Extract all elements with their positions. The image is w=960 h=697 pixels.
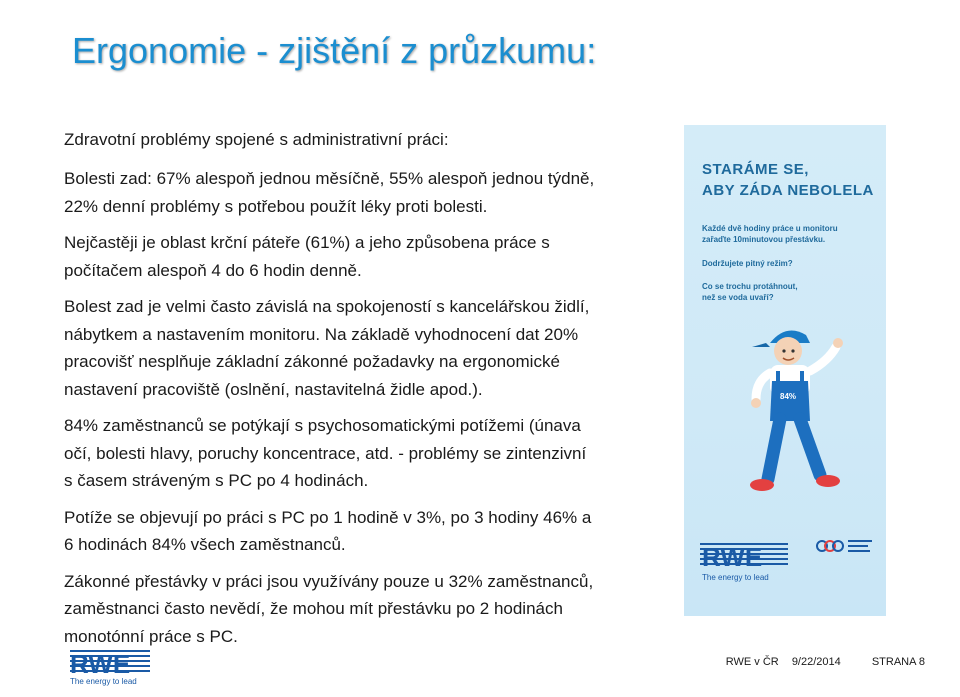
svg-text:The energy to lead: The energy to lead [702, 573, 769, 582]
paragraph-breaks: Zákonné přestávky v práci jsou využívány pouze u 32% zaměstnanců, zaměstnanci často nevědí, že mohou mít přestávku po 2 hodinách monotónní práce s PC. [64, 571, 594, 646]
paragraph-back-pain: Bolesti zad: 67% alespoň jednou měsíčně, 55% alespoň jednou týdně, 22% denní problémy s potřebou použít léky proti bolesti. [64, 169, 595, 216]
poster-text: než se voda uvaří? [702, 293, 774, 302]
poster-headline-2: ABY ZÁDA NEBOLELA [702, 182, 874, 199]
slide-content [64, 126, 684, 659]
poster-text: zařaďte 10minutovou přestávku. [702, 235, 826, 244]
safety-badge-icon [816, 535, 876, 557]
paragraph-psychosomatic: 84% zaměstnanců se potýkají s psychosomatickými potížemi (únava očí, bolesti hlavy, poruchy koncentrace, atd. - problémy se zintenzivní s časem stráveným s PC po 4 hodinách. [64, 416, 587, 490]
poster-text: Každé dvě hodiny práce u monitoru [702, 224, 838, 233]
paragraph-pc-hours: Potíže se objevují po práci s PC po 1 hodině v 3%, po 3 hodiny 46% a 6 hodinách 84% všech zaměstnanců. [64, 507, 592, 554]
slide-title: Ergonomie - zjištění z průzkumu: [72, 30, 597, 71]
svg-text:RWE: RWE [702, 542, 763, 572]
mascot-worker-illustration [740, 321, 850, 501]
svg-text:RWE: RWE [70, 649, 131, 679]
slide-subtitle: Zdravotní problémy spojené s administrativní práci: [64, 130, 449, 149]
svg-text:The energy to lead: The energy to lead [70, 677, 137, 686]
footer-date: 9/22/2014 [791, 656, 841, 668]
paragraph-neck-spine: Nejčastěji je oblast krční páteře (61%) a jeho způsobena práce s počítačem alespoň 4 do 6 hodin denně. [64, 233, 550, 280]
poster-headline: STARÁME SE, [702, 161, 809, 178]
paragraph-chair-monitor: Bolest zad je velmi často závislá na spokojeností s kancelářskou židlí, nábytkem a nastavením monitoru. Na základě vyhodnocení dat 20% pracovišť nesplňuje základní zákonné požadavky na ergonomické nastavení pracoviště (oslnění, nastavitelná židle apod.). [64, 297, 590, 399]
poster-text: Dodržujete pitný režim? [702, 259, 793, 268]
poster-text: Co se trochu protáhnout, [702, 282, 798, 291]
footer-rwe-logo [70, 646, 154, 686]
mascot-shirt-text: 84% [780, 392, 797, 401]
ergonomics-poster [684, 125, 886, 616]
footer-company: RWE v ČR [725, 656, 779, 668]
footer-page-number: STRANA 8 [871, 656, 925, 668]
slide-footer [726, 656, 925, 668]
poster-rwe-logo [700, 537, 790, 583]
